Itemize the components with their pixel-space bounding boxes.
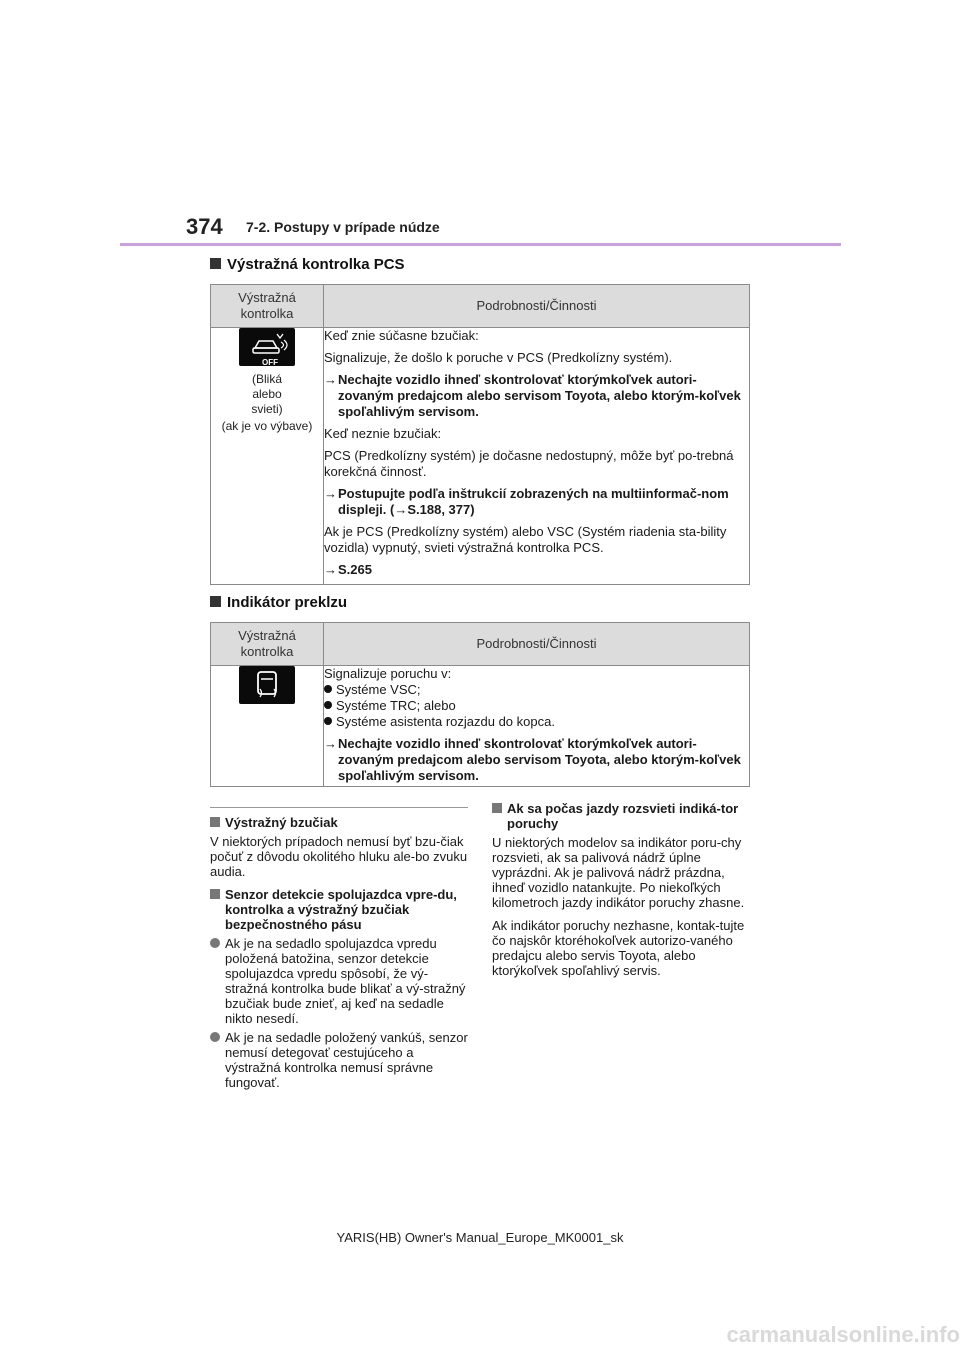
slip-item-hill [324,714,749,730]
arrow-right-icon: → [324,372,337,387]
pcs-action-2-text: Postupujte podľa inštrukcií zobrazených na multiinformač-nom displeji. (→S.188, 377) [338,486,729,517]
arrow-right-icon: → [324,486,337,501]
note-square-icon [210,889,220,899]
note-square-icon [210,817,220,827]
note-sensor-bullet-1 [210,936,468,1026]
bullet-circle-icon [210,1032,220,1042]
slip-intro: Signalizuje poruchu v: [324,666,452,681]
pcs-action-1 [324,372,749,420]
page-number: 374 [186,214,223,239]
pcs-col-header-details: Podrobnosti/Činnosti [324,285,750,328]
pcs-details-cell [324,328,750,585]
slip-table [210,622,750,787]
slip-section-title [210,594,347,611]
chapter-title: 7-2. Postupy v prípade núdze [246,219,440,235]
pcs-action-2[interactable] [324,486,749,518]
pcs-line-malfunction: Signalizuje, že došlo k poruche v PCS (Predkolízny systém). [324,350,673,365]
slip-col-header-details: Podrobnosti/Činnosti [324,623,750,666]
note-malfunction-title-text: Ak sa počas jazdy rozsvieti indiká-tor poruchy [507,801,739,831]
note-sensor-bullet-1-text: Ak je na sedadlo spolujazdca vpredu položená batožina, senzor detekcie spolujazdca vpredu spôsobí, že vý-stražná kontrolka bude blikať a vý-stražný bzučiak bude znieť, aj keď na sedadle nikto nesedí. [225,936,466,1026]
note-buzzer-text: V niektorých prípadoch nemusí byť bzu-čiak počuť z dôvodu okolitého hluku ale-bo zvuku audia. [210,834,468,879]
note-malfunction-text-2: Ak indikátor poruchy nezhasne, kontak-tujte čo najskôr ktoréhokoľvek autorizo-vaného predajcu alebo servis Toyota, alebo ktorýkoľvek spoľahlivý servis. [492,918,745,978]
pcs-line-buzzer: Keď znie súčasne bzučiak: [324,328,479,343]
pcs-title-text: Výstražná kontrolka PCS [227,256,405,273]
section-square-icon [210,596,221,607]
bullet-dot-icon [324,701,332,709]
pcs-warning-icon [239,328,295,366]
note-buzzer-title-text: Výstražný bzučiak [225,815,338,830]
pcs-line-unavailable: PCS (Predkolízny systém) je dočasne nedostupný, môže byť po-trebná korekčná činnosť. [324,448,734,479]
pcs-off-label: OFF [262,358,278,367]
slip-icon-cell [211,666,324,787]
section-square-icon [210,258,221,269]
slip-item-vsc-text: Systéme VSC; [336,682,421,697]
watermark: carmanualsonline.info [726,1322,960,1347]
pcs-page-ref-text: S.265 [338,562,372,577]
note-sensor-bullet-2-text: Ak je na sedadle položený vankúš, senzor nemusí detegovať cestujúceho a výstražná kontrolka nemusí správne fungovať. [225,1030,468,1090]
slip-title-text: Indikátor preklzu [227,594,348,611]
pcs-col-header-indicator: Výstražná kontrolka [211,285,324,328]
note-square-icon [492,803,502,813]
bullet-dot-icon [324,685,332,693]
slip-details-cell [324,666,750,787]
slip-action-text: Nechajte vozidlo ihneď skontrolovať ktorýmkoľvek autori-zovaným predajcom alebo servisom Toyota, alebo ktorým-koľvek spoľahlivým servisom. [338,736,741,783]
notes-right-column [492,801,750,986]
skidding-car-icon [239,666,295,704]
footer-text: YARIS(HB) Owner's Manual_Europe_MK0001_sk [336,1230,624,1245]
pcs-table [210,284,750,585]
pcs-action-1-text: Nechajte vozidlo ihneď skontrolovať ktorýmkoľvek autori-zovaným predajcom alebo servisom Toyota, alebo ktorým-koľvek spoľahlivým servisom. [338,372,741,419]
bullet-circle-icon [210,938,220,948]
note-malfunction-text-1: U niektorých modelov sa indikátor poru-chy rozsvieti, ak sa palivová nádrž úplne vyprázdni. Ak je palivová nádrž prázdna, ihneď vozidlo natankujte. Po niekoľkých kilometroch jazdy indikátor poruchy zhasne. [492,835,745,910]
slip-indicator-icon [239,666,295,704]
pcs-line-no-buzzer: Keď neznie bzučiak: [324,426,442,441]
slip-col-header-indicator: Výstražná kontrolka [211,623,324,666]
slip-action [324,736,749,784]
notes-left-column [210,815,468,1094]
pcs-icon-caption-equipped: (ak je vo výbave) [221,419,313,433]
slip-item-trc-text: Systéme TRC; alebo [336,698,456,713]
pcs-icon-cell [211,328,324,585]
pcs-section-title [210,256,405,273]
slip-item-trc [324,698,749,714]
slip-item-vsc [324,682,749,698]
note-malfunction-title [492,801,750,831]
notes-rule [210,807,468,808]
arrow-right-icon: → [324,736,337,751]
pcs-icon-caption: (Bliká alebo svieti) [251,372,283,416]
note-sensor-title-text: Senzor detekcie spolujazdca vpre-du, kontrolka a výstražný bzučiak bezpečnostného pásu [225,887,457,932]
note-sensor-title [210,887,468,932]
pcs-line-disabled: Ak je PCS (Predkolízny systém) alebo VSC (Systém riadenia sta-bility vozidla) vypnutý, svieti výstražná kontrolka PCS. [324,524,727,555]
slip-item-hill-text: Systéme asistenta rozjazdu do kopca. [336,714,555,729]
header-rule [120,243,841,246]
note-buzzer-title [210,815,468,830]
pcs-page-ref[interactable] [324,562,749,578]
bullet-dot-icon [324,717,332,725]
note-sensor-bullet-2 [210,1030,468,1090]
arrow-right-icon: → [324,562,337,577]
